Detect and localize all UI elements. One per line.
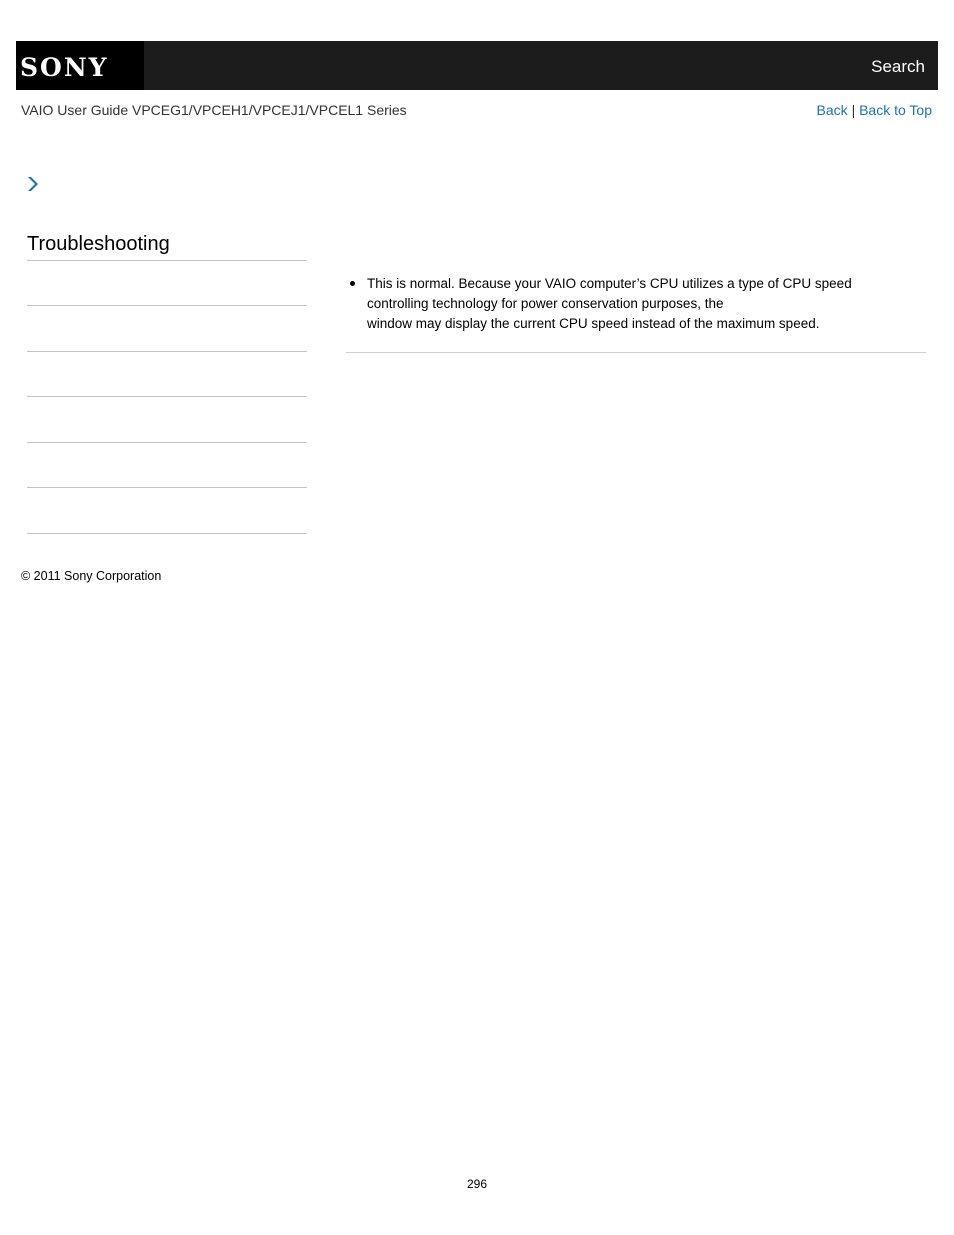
back-to-top-link[interactable]: Back to Top [859, 102, 932, 118]
nav-links [817, 102, 932, 118]
search-link[interactable]: Search [871, 57, 925, 76]
sidebar-divider [27, 260, 307, 261]
chevron-right-icon[interactable] [26, 176, 40, 192]
sidebar-divider [27, 351, 307, 352]
sony-logo[interactable] [16, 41, 144, 90]
sidebar-divider [27, 487, 307, 488]
guide-title: VAIO User Guide VPCEG1/VPCEH1/VPCEJ1/VPCEL1 Series [21, 102, 407, 118]
sidebar-divider [27, 442, 307, 443]
answer-line: This is normal. Because your VAIO computer’s CPU utilizes a type of CPU speed [367, 276, 852, 291]
section-heading: Troubleshooting [27, 233, 170, 255]
sidebar-divider [27, 305, 307, 306]
sidebar-divider [27, 533, 307, 534]
answer-line: window may display the current CPU speed instead of the maximum speed. [367, 316, 820, 331]
logo-text: SONY [20, 53, 109, 82]
content-divider [346, 352, 926, 353]
page-number: 296 [466, 1177, 488, 1191]
nav-separator: | [851, 102, 856, 118]
back-link[interactable]: Back [816, 102, 848, 118]
answer-text [367, 274, 907, 334]
bullet-icon [350, 281, 355, 286]
answer-line: controlling technology for power conservation purposes, the [367, 296, 724, 311]
header-bar [16, 41, 938, 90]
copyright: © 2011 Sony Corporation [21, 569, 162, 583]
sidebar-divider [27, 396, 307, 397]
